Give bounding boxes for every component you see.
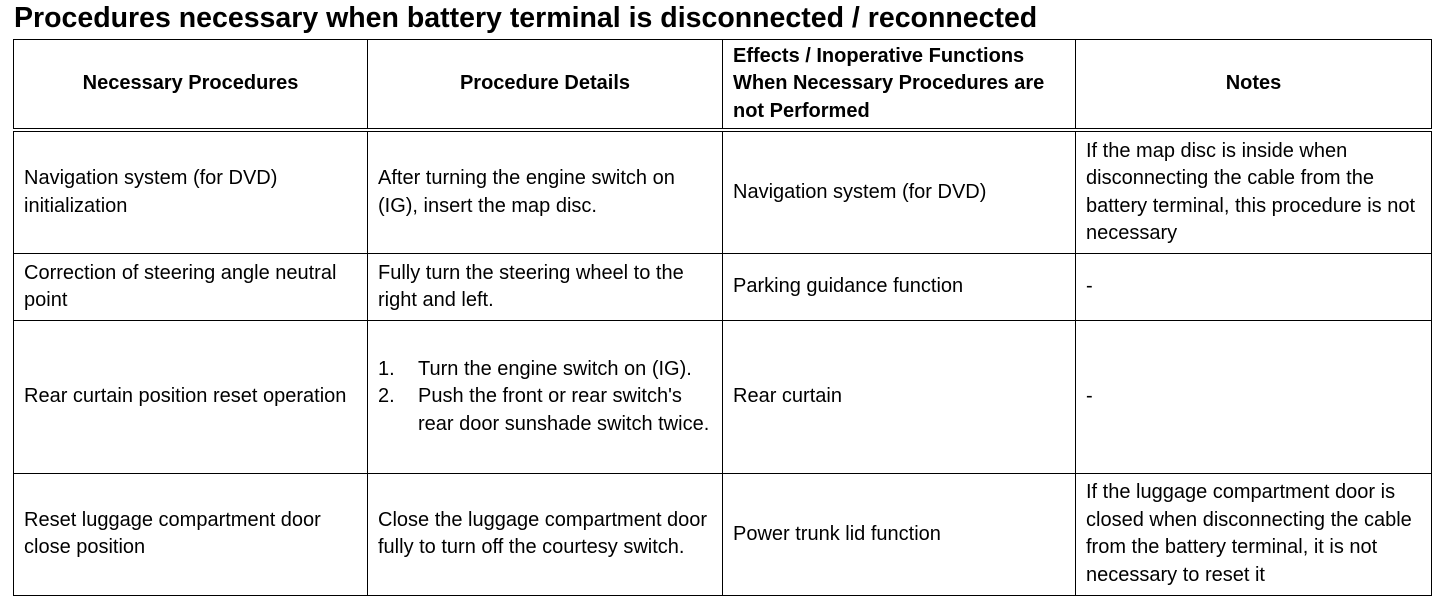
cell-procedure: Correction of steering angle neutral point [14,254,368,321]
cell-effects: Rear curtain [723,320,1076,473]
cell-notes: - [1076,320,1432,473]
cell-effects: Navigation system (for DVD) [723,130,1076,254]
header-procedure-details: Procedure Details [368,40,723,131]
cell-details: Fully turn the steering wheel to the right and left. [368,254,723,321]
table-row [14,473,1432,595]
cell-procedure: Rear curtain position reset operation [14,320,368,473]
cell-effects: Parking guidance function [723,254,1076,321]
cell-notes: If the map disc is inside when disconnecting the cable from the battery terminal, this procedure is not necessary [1076,130,1432,254]
table-header-row [14,40,1432,131]
table-row [14,130,1432,254]
cell-effects: Power trunk lid function [723,473,1076,595]
steps-list [378,356,712,439]
step-text: Push the front or rear switch's rear door sunshade switch twice. [418,385,710,435]
list-item [378,383,712,438]
header-effects: Effects / Inoperative Functions When Necessary Procedures are not Performed [723,40,1076,131]
cell-notes: If the luggage compartment door is closed when disconnecting the cable from the battery terminal, it is not necessary to reset it [1076,473,1432,595]
cell-procedure: Navigation system (for DVD) initialization [14,130,368,254]
header-notes: Notes [1076,40,1432,131]
list-item [378,356,712,384]
page-title: Procedures necessary when battery terminal is disconnected / reconnected [14,2,1038,34]
procedures-table [13,39,1432,596]
cell-details: After turning the engine switch on (IG), insert the map disc. [368,130,723,254]
cell-procedure: Reset luggage compartment door close position [14,473,368,595]
step-text: Turn the engine switch on (IG). [418,357,692,380]
header-necessary-procedures: Necessary Procedures [14,40,368,131]
step-number: 1. [378,357,395,380]
cell-details [368,320,723,473]
table-row [14,254,1432,321]
step-number: 2. [378,385,395,408]
table-row [14,320,1432,473]
cell-details: Close the luggage compartment door fully to turn off the courtesy switch. [368,473,723,595]
cell-notes: - [1076,254,1432,321]
